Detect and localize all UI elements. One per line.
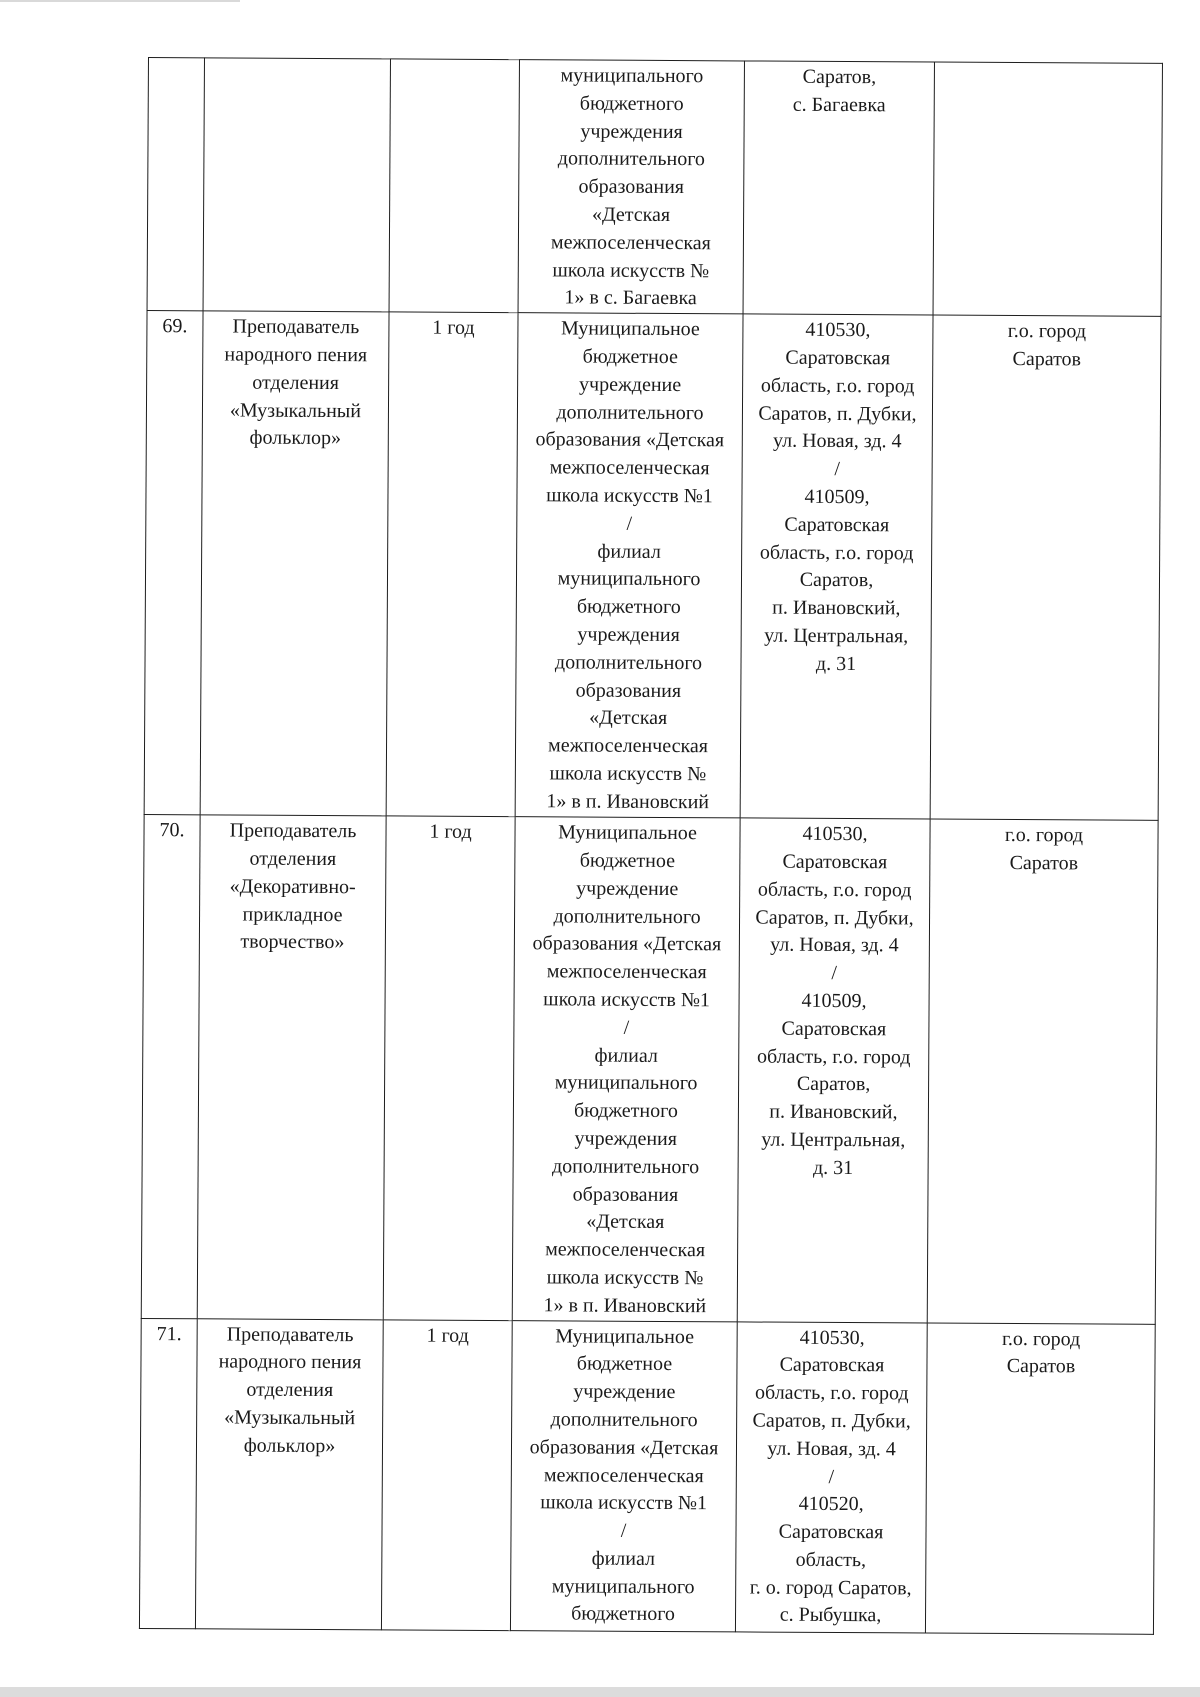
locality-cell [927,819,1158,1324]
position-text: Преподаватель народного пения отделения «Музыкальный фольклор» [224,315,368,450]
position-cell [203,58,390,312]
institution-cell [515,313,743,818]
table-row [147,58,1162,317]
row-number: 71. [156,1322,182,1345]
locality-cell [925,1323,1155,1634]
institution-text: муниципального бюджетного учреждения дополнительного образования «Детская межпоселенческая школа искусств № 1» в с. Багаевка [550,64,711,310]
table-row [144,311,1161,821]
address-text: 410530, Саратовская область, г.о. город Саратов, п. Дубки, ул. Новая, зд. 4 / 410509, Саратовская область, г.о. город Саратов, п. Ивановский, ул. Центральная, д. 31 [758,318,917,675]
scan-edge-top [0,0,240,2]
address-text: 410530, Саратовская область, г.о. город Саратов, п. Дубки, ул. Новая, зд. 4 / 410520, Саратовская область, г. о. город Саратов, с. Рыбушка, [749,1326,912,1627]
row-number-cell [139,1318,197,1628]
period-text: 1 год [432,316,475,340]
row-number-cell [147,58,204,311]
row-number-cell [144,311,203,815]
period-cell [386,312,518,817]
position-text: Преподаватель народного пения отделения «Музыкальный фольклор» [218,1322,362,1457]
institution-cell [510,1320,737,1631]
institution-text: Муниципальное бюджетное учреждение дополнительного образования «Детская межпоселенческая школа искусств №1 / филиал муниципального бюджетного [529,1324,719,1626]
row-number: 70. [159,819,185,842]
address-text: Саратов, с. Багаевка [792,65,886,117]
institution-cell [518,60,744,314]
table-row [139,1318,1155,1634]
period-text: 1 год [429,820,472,844]
locality-text: г.о. город Саратов [1007,320,1087,371]
position-cell [195,1318,383,1629]
scan-edge-bottom [0,1687,1200,1697]
address-cell [735,1321,927,1632]
locality-text: г.о. город Саратов [1004,824,1084,875]
institution-cell [512,817,740,1322]
locality-cell [933,62,1162,316]
position-cell [200,311,389,816]
address-cell [743,61,934,315]
table-row [141,815,1158,1324]
row-number: 69. [162,315,188,338]
locality-text: г.о. город Саратов [1001,1327,1081,1378]
address-text: 410530, Саратовская область, г.о. город Саратов, п. Дубки, ул. Новая, зд. 4 / 410509, Саратовская область, г.о. город Саратов, п. Ивановский, ул. Центральная, д. 31 [755,822,914,1179]
address-cell [740,314,933,819]
position-text: Преподаватель отделения «Декоративно- прикладное творчество» [229,819,357,954]
position-cell [197,815,386,1319]
period-cell [383,816,515,1320]
locality-cell [930,315,1161,820]
period-cell [389,59,519,313]
row-number-cell [141,815,200,1319]
vacancy-table [139,57,1163,1634]
address-cell [737,818,930,1322]
institution-text: Муниципальное бюджетное учреждение дополнительного образования «Детская межпоселенческая школа искусств №1 / филиал муниципального бюджетного учреждения дополнительного образования «Детская межпоселенческая школа искусств № 1» в п. Ивановский [535,317,725,813]
period-text: 1 год [426,1324,469,1347]
period-cell [381,1319,512,1630]
institution-text: Муниципальное бюджетное учреждение дополнительного образования «Детская межпоселенческая школа искусств №1 / филиал муниципального бюджетного учреждения дополнительного образования «Детская межпоселенческая школа искусств № 1» в п. Ивановский [532,821,722,1317]
